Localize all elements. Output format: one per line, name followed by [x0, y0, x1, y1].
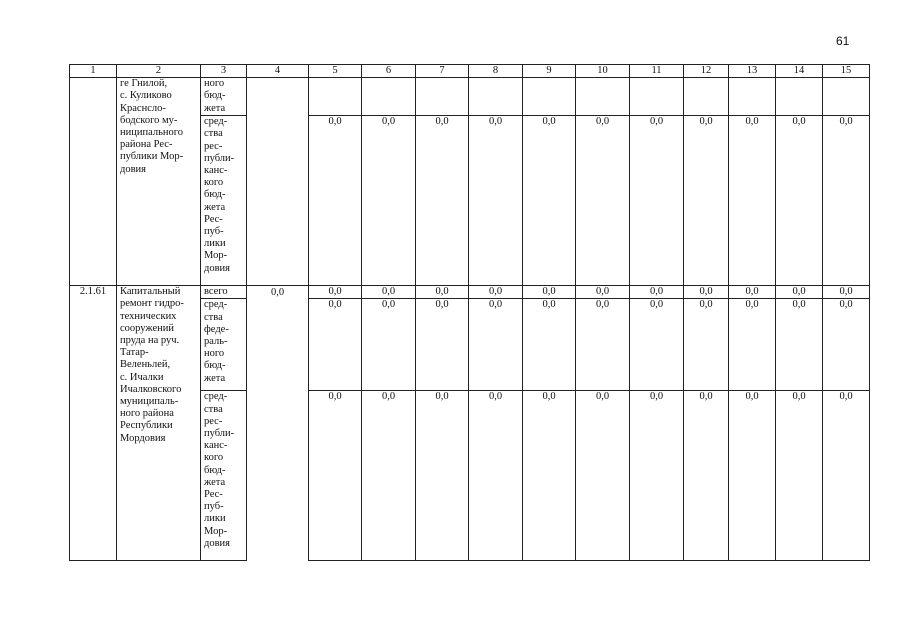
value-cell	[630, 78, 684, 116]
name-line: Татар-	[120, 347, 149, 359]
header-cell: 3	[201, 65, 247, 78]
header-cell: 4	[247, 65, 309, 78]
budget-table	[69, 64, 870, 561]
header-cell: 5	[309, 65, 362, 78]
label-line: пуб-	[204, 226, 224, 238]
name-line: ниципального	[120, 127, 184, 139]
name-line: ремонт гидро-	[120, 298, 184, 310]
label-line: кого	[204, 177, 224, 189]
label-line: бюд-	[204, 464, 226, 476]
header-cell: 12	[684, 65, 729, 78]
value-cell: 0,0	[823, 299, 870, 391]
value-cell: 0,0	[576, 299, 630, 391]
value-cell: 0,0	[684, 286, 729, 299]
value-cell: 0,0	[362, 299, 416, 391]
label-line: раль-	[204, 336, 228, 348]
value-cell: 0,0	[416, 286, 469, 299]
value-cell: 0,0	[523, 116, 576, 286]
value-cell: 0,0	[362, 116, 416, 286]
value-cell: 0,0	[729, 391, 776, 561]
label-line: жета	[204, 102, 226, 114]
value-cell: 0,0	[729, 299, 776, 391]
label-line: жета	[204, 201, 226, 213]
label-line: сред-	[204, 299, 228, 311]
source-label-cell	[201, 299, 247, 391]
value-cell: 0,0	[416, 391, 469, 561]
value-cell	[469, 78, 523, 116]
value-cell: 0,0	[309, 116, 362, 286]
value-cell: 0,0	[630, 299, 684, 391]
label-line: публи-	[204, 428, 235, 440]
name-line: Краснсло-	[120, 102, 166, 114]
name-line: района Рес-	[120, 139, 173, 151]
value-cell: 0,0	[309, 391, 362, 561]
value-cell: 0,0	[823, 391, 870, 561]
value-cell: 0,0	[776, 286, 823, 299]
header-cell: 14	[776, 65, 823, 78]
value-cell: 0,0	[729, 286, 776, 299]
value-cell: 0,0	[776, 391, 823, 561]
label-line: ного	[204, 348, 225, 360]
header-cell: 9	[523, 65, 576, 78]
label-line: бюд-	[204, 90, 226, 102]
value-cell: 0,0	[469, 299, 523, 391]
page-number: 61	[836, 34, 850, 48]
row-number-cell: 2.1.61	[70, 286, 117, 561]
name-line: Мордовия	[120, 432, 166, 444]
value-cell	[309, 78, 362, 116]
label-line: жета	[204, 476, 226, 488]
value-cell: 0,0	[469, 116, 523, 286]
total-col4-cell: 0,0	[270, 287, 285, 299]
label-line: Мор-	[204, 250, 228, 262]
name-line: муниципаль-	[120, 396, 179, 408]
value-cell	[416, 78, 469, 116]
value-cell	[776, 78, 823, 116]
label-line: рес-	[204, 140, 223, 152]
name-line: Веленьлей,	[120, 359, 171, 371]
label-line: пуб-	[204, 501, 224, 513]
label-line: публи-	[204, 152, 235, 164]
label-line: сред-	[204, 391, 228, 403]
name-line: ного района	[120, 408, 174, 420]
value-cell: 0,0	[523, 286, 576, 299]
row-name-cell	[117, 286, 201, 561]
name-line: пруда на руч.	[120, 335, 180, 347]
label-line: Мор-	[204, 525, 228, 537]
header-cell: 11	[630, 65, 684, 78]
label-line: бюд-	[204, 360, 226, 372]
value-cell: 0,0	[823, 286, 870, 299]
header-cell: 10	[576, 65, 630, 78]
value-cell: 0,0	[776, 116, 823, 286]
header-cell: 7	[416, 65, 469, 78]
label-line: сред-	[204, 116, 228, 128]
name-line: Республики	[120, 420, 173, 432]
label-line: ства	[204, 311, 223, 323]
label-line: Рес-	[204, 213, 223, 225]
value-cell: 0,0	[523, 391, 576, 561]
value-cell: 0,0	[684, 391, 729, 561]
continuation-name-cell	[117, 78, 201, 286]
label-line: ства	[204, 128, 223, 140]
value-cell: 0,0	[576, 286, 630, 299]
label-line: феде-	[204, 323, 229, 335]
value-cell	[684, 78, 729, 116]
value-cell	[362, 78, 416, 116]
value-cell: 0,0	[469, 391, 523, 561]
name-line: с. Куликово	[120, 90, 172, 102]
source-label-cell	[201, 78, 247, 116]
value-cell	[823, 78, 870, 116]
value-cell: 0,0	[309, 299, 362, 391]
name-line: с. Ичалки	[120, 371, 164, 383]
source-label-cell	[201, 116, 247, 286]
value-cell: 0,0	[823, 116, 870, 286]
label-line: Рес-	[204, 489, 223, 501]
source-label-cell	[201, 391, 247, 561]
name-line: бодского му-	[120, 114, 178, 126]
name-line: сооружений	[120, 322, 175, 334]
label-line: кого	[204, 452, 224, 464]
label-line: рес-	[204, 415, 223, 427]
value-cell: 0,0	[309, 286, 362, 299]
value-cell: 0,0	[630, 391, 684, 561]
value-cell: 0,0	[416, 116, 469, 286]
name-line: Капитальный	[120, 286, 181, 298]
row-2-1-61-total	[70, 286, 870, 299]
label-line: довия	[204, 262, 230, 274]
value-cell: 0,0	[729, 116, 776, 286]
value-cell: 0,0	[576, 391, 630, 561]
value-cell: 0,0	[684, 299, 729, 391]
value-cell: 0,0	[362, 391, 416, 561]
label-line: канс-	[204, 440, 228, 452]
header-cell: 13	[729, 65, 776, 78]
value-cell: 0,0	[776, 299, 823, 391]
name-line: ге Гнилой,	[120, 78, 168, 90]
header-cell: 2	[117, 65, 201, 78]
value-cell	[247, 78, 309, 286]
header-row	[70, 65, 870, 78]
label-line: лики	[204, 513, 226, 525]
value-cell	[523, 78, 576, 116]
value-cell	[729, 78, 776, 116]
value-cell: 0,0	[523, 299, 576, 391]
label-line: жета	[204, 372, 226, 384]
value-cell: 0,0	[469, 286, 523, 299]
name-line: довия	[120, 163, 146, 175]
value-cell: 0,0	[416, 299, 469, 391]
value-cell: 0,0	[630, 286, 684, 299]
value-cell	[576, 78, 630, 116]
header-cell: 15	[823, 65, 870, 78]
source-label-cell: всего	[201, 286, 247, 299]
value-cell: 0,0	[684, 116, 729, 286]
label-line: лики	[204, 238, 226, 250]
value-cell: 0,0	[576, 116, 630, 286]
continuation-row-top	[70, 78, 870, 116]
label-line: ного	[204, 78, 225, 90]
header-cell: 8	[469, 65, 523, 78]
value-cell: 0,0	[630, 116, 684, 286]
value-cell: 0,0	[362, 286, 416, 299]
label-line: канс-	[204, 165, 228, 177]
label-line: ства	[204, 403, 223, 415]
header-cell: 1	[70, 65, 117, 78]
name-line: Ичалковского	[120, 383, 182, 395]
label-line: довия	[204, 537, 230, 549]
label-line: бюд-	[204, 189, 226, 201]
name-line: публики Мор-	[120, 151, 184, 163]
name-line: технических	[120, 310, 177, 322]
continuation-number-cell	[70, 78, 117, 286]
header-cell: 6	[362, 65, 416, 78]
